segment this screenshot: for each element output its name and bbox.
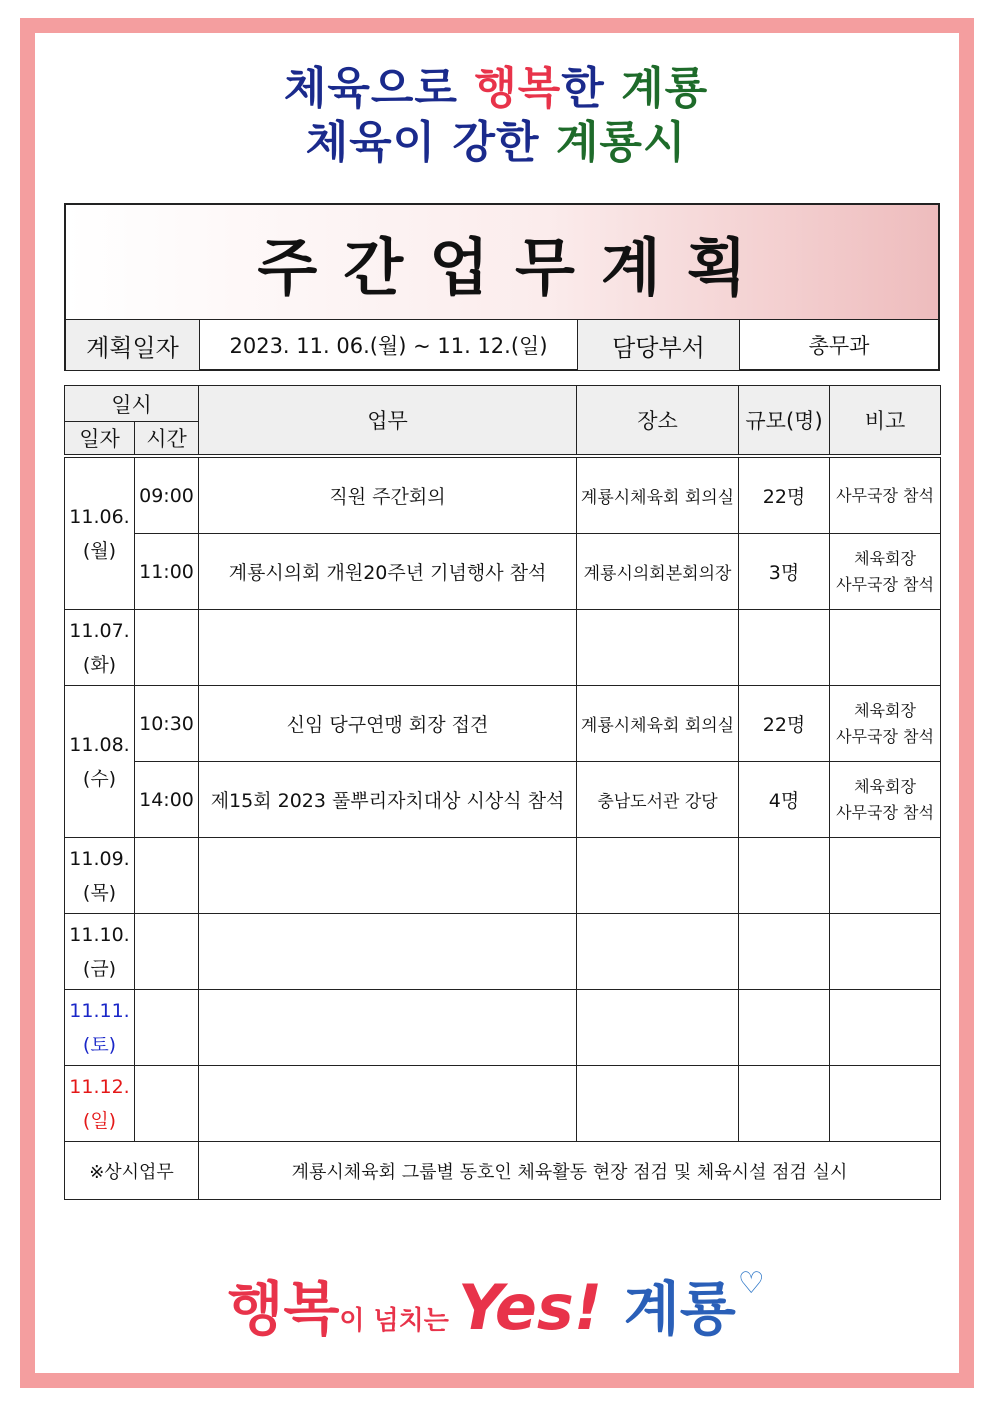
- bottom-slogan: [0, 1262, 992, 1346]
- dept-value: 총무과: [808, 334, 870, 358]
- time-cell: 10:30: [135, 686, 199, 762]
- bottom-slogan-text: Yes!: [457, 1271, 624, 1344]
- place-cell: 충남도서관 강당: [577, 762, 739, 838]
- header-row: [65, 386, 941, 422]
- date-text: 11.11.: [69, 999, 130, 1022]
- time-cell: 14:00: [135, 762, 199, 838]
- plan-date-label: 계획일자: [66, 320, 200, 370]
- weekday-text: (수): [82, 767, 117, 790]
- note-line: 체육회장: [854, 700, 916, 720]
- date-text: 11.06.: [69, 505, 130, 528]
- plan-date-value: 2023. 11. 06.(월) ~ 11. 12.(일): [200, 320, 578, 370]
- place-cell: 계룡시체육회 회의실: [577, 686, 739, 762]
- date-text: 11.07.: [69, 619, 130, 642]
- weekday-text: (일): [82, 1109, 117, 1132]
- table-row: [65, 610, 941, 686]
- note-cell: [830, 838, 941, 914]
- place-cell: [577, 1066, 739, 1142]
- date-cell: [65, 1066, 135, 1142]
- table-row: [65, 914, 941, 990]
- header-place: 장소: [577, 386, 739, 455]
- task-cell: [199, 914, 577, 990]
- time-cell: [135, 1066, 199, 1142]
- task-cell: [199, 1066, 577, 1142]
- bottom-slogan-text: 계룡: [623, 1275, 736, 1343]
- note-line: 체육회장: [854, 776, 916, 796]
- task-cell: 계룡시의회 개원20주년 기념행사 참석: [199, 534, 577, 610]
- task-cell: 직원 주간회의: [199, 458, 577, 534]
- note-cell: [830, 534, 941, 610]
- place-cell: [577, 610, 739, 686]
- scale-cell: [739, 1066, 830, 1142]
- weekday-text: (화): [82, 653, 117, 676]
- header-scale: 규모(명): [739, 386, 830, 455]
- footer-row: [65, 1142, 941, 1200]
- slogan-text: 체육으로: [283, 63, 475, 114]
- header-note: 비고: [830, 386, 941, 455]
- note-cell: [830, 762, 941, 838]
- date-cell: [65, 838, 135, 914]
- date-text: 11.09.: [69, 847, 130, 870]
- info-row: [66, 320, 938, 370]
- scale-cell: 22명: [739, 458, 830, 534]
- task-cell: [199, 838, 577, 914]
- date-cell: [65, 914, 135, 990]
- scale-cell: 22명: [739, 686, 830, 762]
- place-cell: 계룡시의회본회의장: [577, 534, 739, 610]
- note-line: 체육회장: [854, 548, 916, 568]
- date-cell: [65, 686, 135, 838]
- task-cell: 신임 당구연맹 회장 접견: [199, 686, 577, 762]
- table-row: [65, 762, 941, 838]
- note-line: 사무국장 참석: [836, 726, 934, 746]
- place-cell: [577, 990, 739, 1066]
- plan-table: [64, 385, 941, 1200]
- scale-cell: [739, 990, 830, 1066]
- time-cell: [135, 990, 199, 1066]
- task-cell: [199, 990, 577, 1066]
- weekday-text: (토): [82, 1033, 117, 1056]
- time-cell: [135, 610, 199, 686]
- header-time: 시간: [135, 422, 199, 455]
- place-cell: [577, 838, 739, 914]
- table-row: [65, 534, 941, 610]
- scale-cell: 3명: [739, 534, 830, 610]
- date-cell: [65, 458, 135, 610]
- note-cell: [830, 1066, 941, 1142]
- header-date: 일자: [65, 422, 135, 455]
- slogan-line-2: [0, 106, 992, 170]
- note-line: 사무국장 참석: [836, 802, 934, 822]
- heart-icon: ♡: [737, 1266, 765, 1301]
- time-cell: 09:00: [135, 458, 199, 534]
- note-cell: [830, 610, 941, 686]
- scale-cell: [739, 914, 830, 990]
- title-box: [64, 203, 940, 371]
- title-bar: [66, 205, 938, 320]
- time-cell: 11:00: [135, 534, 199, 610]
- scale-cell: [739, 610, 830, 686]
- date-cell: [65, 990, 135, 1066]
- place-cell: [577, 914, 739, 990]
- note-cell: [830, 990, 941, 1066]
- time-cell: [135, 838, 199, 914]
- table-row: [65, 686, 941, 762]
- place-cell: 계룡시체육회 회의실: [577, 458, 739, 534]
- footer-value: 계룡시체육회 그룹별 동호인 체육활동 현장 점검 및 체육시설 점검 실시: [199, 1142, 941, 1200]
- table-row: [65, 990, 941, 1066]
- weekday-text: (목): [82, 881, 117, 904]
- table-row: [65, 838, 941, 914]
- note-cell: [830, 458, 941, 534]
- table-row: [65, 458, 941, 534]
- note-cell: [830, 686, 941, 762]
- time-cell: [135, 914, 199, 990]
- page-title: 주간업무계획: [257, 230, 773, 304]
- bottom-slogan-text: 행복: [227, 1275, 340, 1343]
- weekday-text: (금): [82, 957, 117, 980]
- slogan-text: 한: [561, 63, 622, 114]
- date-text: 11.12.: [69, 1075, 130, 1098]
- date-text: 11.08.: [69, 733, 130, 756]
- slogan-text: 계룡: [621, 63, 709, 114]
- note-line: 사무국장 참석: [836, 574, 934, 594]
- task-cell: 제15회 2023 풀뿌리자치대상 시상식 참석: [199, 762, 577, 838]
- note-cell: [830, 914, 941, 990]
- header-datetime: 일시: [65, 386, 199, 422]
- note-line: 사무국장 참석: [836, 485, 934, 505]
- date-cell: [65, 610, 135, 686]
- bottom-slogan-text: 이 넘치는: [339, 1306, 458, 1336]
- task-cell: [199, 610, 577, 686]
- slogan-text: 체육이 강한: [305, 117, 556, 168]
- date-text: 11.10.: [69, 923, 130, 946]
- scale-cell: 4명: [739, 762, 830, 838]
- table-row: [65, 1066, 941, 1142]
- weekday-text: (월): [82, 539, 117, 562]
- slogan-text: 계룡시: [555, 117, 687, 168]
- slogan-text: 행복: [474, 63, 562, 114]
- header-task: 업무: [199, 386, 577, 455]
- dept-label: 담당부서: [578, 320, 740, 370]
- scale-cell: [739, 838, 830, 914]
- footer-label: ※상시업무: [65, 1142, 199, 1200]
